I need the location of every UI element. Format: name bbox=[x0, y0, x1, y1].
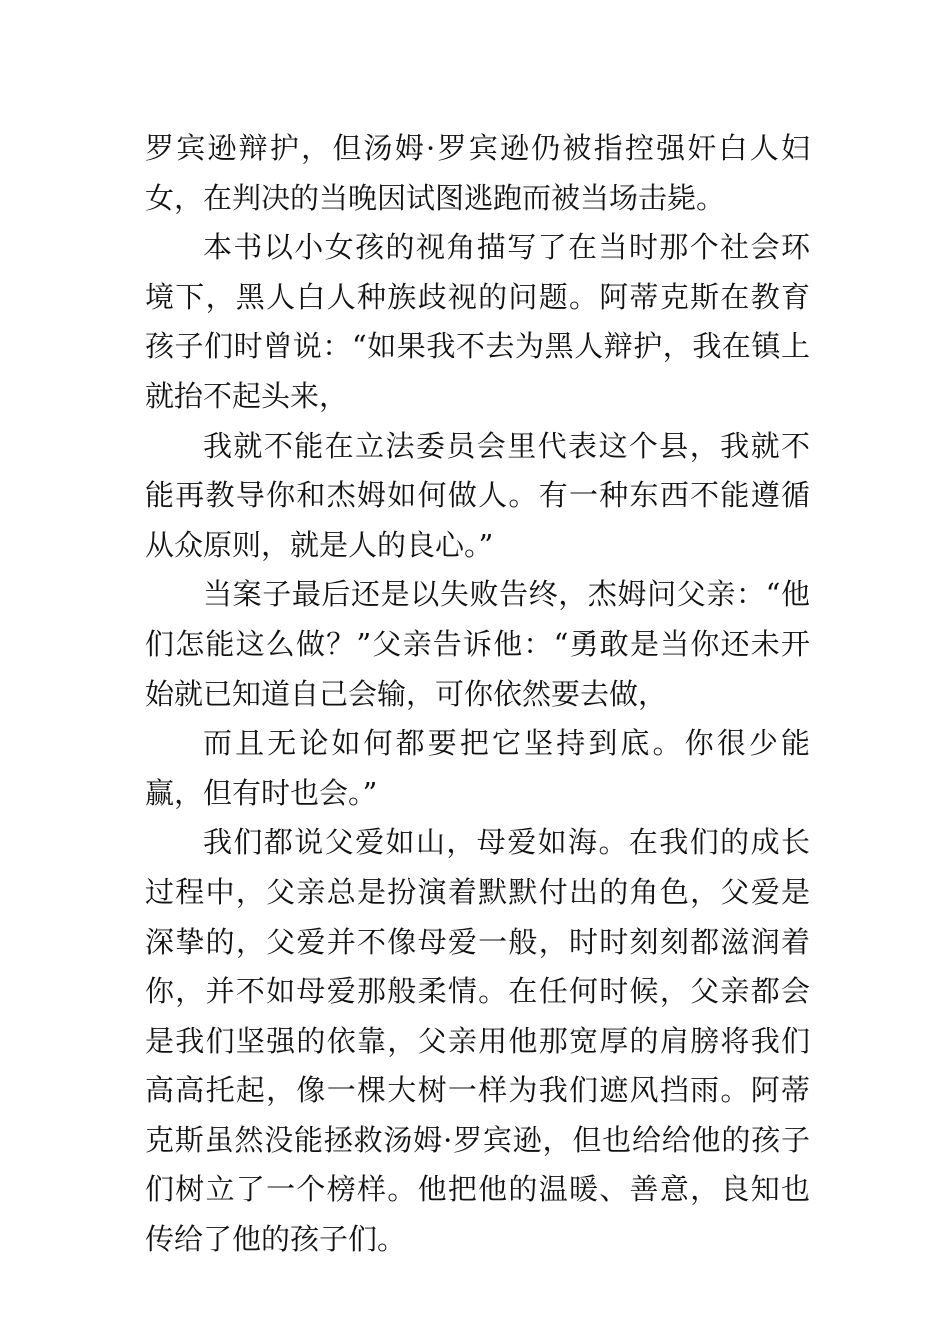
paragraph-continuation: 罗宾逊辩护，但汤姆·罗宾逊仍被指控强奸白人妇女，在判决的当晚因试图逃跑而被当场击毙。 bbox=[145, 131, 810, 215]
body-text bbox=[145, 124, 810, 1265]
paragraph-perspective: 本书以小女孩的视角描写了在当时那个社会环境下，黑人白人种族歧视的问题。阿蒂克斯在教育孩子们时曾说：“如果我不去为黑人辩护，我在镇上就抬不起头来， bbox=[145, 230, 810, 413]
paragraph-courage-answer: 而且无论如何都要把它坚持到底。你很少能赢，但有时也会。” bbox=[145, 726, 810, 810]
paragraph-courage-question: 当案子最后还是以失败告终，杰姆问父亲：“他们怎能这么做？”父亲告诉他：“勇敢是当你还未开始就已知道自己会输，可你依然要去做， bbox=[145, 577, 810, 711]
paragraph-conscience: 我就不能在立法委员会里代表这个县，我就不能再教导你和杰姆如何做人。有一种东西不能遵循从众原则，就是人的良心。” bbox=[145, 428, 810, 562]
paragraph-fatherly-love: 我们都说父爱如山，母爱如海。在我们的成长过程中，父亲总是扮演着默默付出的角色，父爱是深挚的，父爱并不像母爱一般，时时刻刻都滋润着你，并不如母爱那般柔情。在任何时候，父亲都会是我们坚强的依靠，父亲用他那宽厚的肩膀将我们高高托起，像一棵大树一样为我们遮风挡雨。阿蒂克斯虽然没能拯救汤姆·罗宾逊，但也给给他的孩子们树立了一个榜样。他把他的温暖、善意，良知也传给了他的孩子们。 bbox=[145, 825, 810, 1257]
